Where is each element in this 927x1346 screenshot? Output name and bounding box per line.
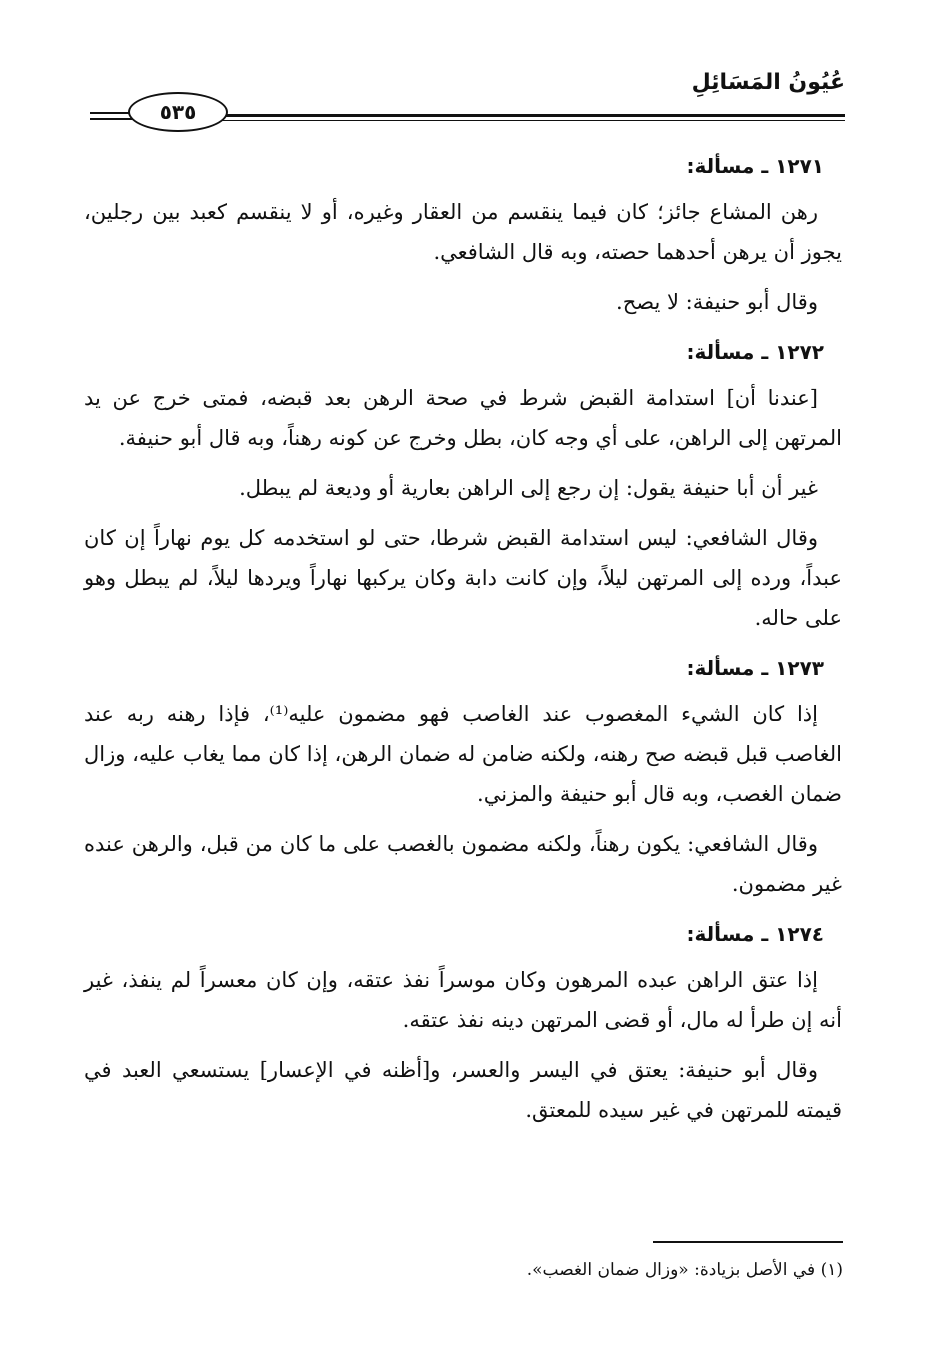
header-rule-thick	[210, 114, 845, 117]
paragraph: وقال أبو حنيفة: لا يصح.	[616, 290, 818, 314]
paragraph: رهن المشاع جائز؛ كان فيما ينقسم من العقار وغيره، أو لا ينقسم كعبد بين رجلين، يجوز أن يرهن أحدهما حصته، وبه قال الشافعي.	[84, 200, 842, 264]
paragraph: إذا عتق الراهن عبده المرهون وكان موسراً نفذ عتقه، وإن كان معسراً لم ينفذ، غير أنه إن طرأ له مال، أو قضى المرتهن دينه نفذ عتقه.	[84, 968, 842, 1032]
issue-heading: ١٢٧١ ـ مسألة:	[686, 154, 824, 178]
book-title: عُيُونُ المَسَائِلِ	[691, 70, 845, 95]
main-text	[84, 140, 842, 1140]
issue-heading: ١٢٧٤ ـ مسألة:	[686, 922, 824, 946]
page-number: ٥٣٥	[128, 92, 228, 132]
paragraph: إذا كان الشيء المغصوب عند الغاصب فهو مضمون عليه⁽¹⁾، فإذا رهنه ربه عند الغاصب قبل قبضه صح رهنه، ولكنه ضامن له ضمان الرهن، إذا كان مما يغاب عليه، وزال ضمان الغصب، وبه قال أبو حنيفة والمزني.	[84, 702, 842, 806]
paragraph: وقال الشافعي: ليس استدامة القبض شرطا، حتى لو استخدمه كل يوم نهاراً إن كان عبداً، ورده إلى المرتهن ليلاً، وإن كانت دابة وكان يركبها نهاراً ويردها ليلاً، لم يبطل وهو على حاله.	[84, 526, 842, 630]
paragraph: غير أن أبا حنيفة يقول: إن رجع إلى الراهن بعارية أو وديعة لم يبطل.	[239, 476, 818, 500]
footnote: (١) في الأصل بزيادة: «وزال ضمان الغصب».	[526, 1260, 843, 1280]
issue-heading: ١٢٧٣ ـ مسألة:	[686, 656, 824, 680]
paragraph: وقال أبو حنيفة: يعتق في اليسر والعسر، و[أظنه في الإعسار] يستسعي العبد في قيمته للمرتهن في غير سيده للمعتق.	[84, 1058, 842, 1122]
page-header	[90, 70, 845, 130]
footnote-rule	[653, 1241, 843, 1243]
paragraph: وقال الشافعي: يكون رهناً، ولكنه مضمون بالغصب على ما كان من قبل، والرهن عنده غير مضمون.	[84, 832, 842, 896]
header-rule-thin	[210, 120, 845, 121]
issue-heading: ١٢٧٢ ـ مسألة:	[686, 340, 824, 364]
paragraph: [عندنا أن] استدامة القبض شرط في صحة الرهن بعد قبضه، فمتى خرج عن يد المرتهن إلى الراهن، على أي وجه كان، بطل وخرج عن كونه رهناً، وبه قال أبو حنيفة.	[84, 386, 842, 450]
